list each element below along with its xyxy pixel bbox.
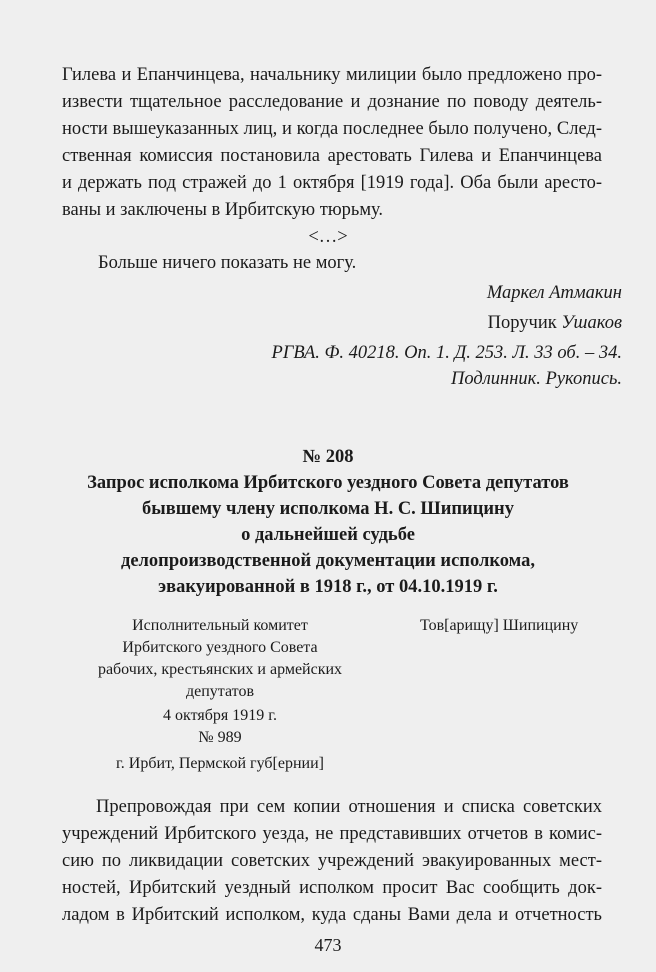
letter-place: г. Ирбит, Пермской губ[ернии] xyxy=(116,755,324,772)
document-title-line-1: Запрос исполкома Ирбитского уездного Совета депутатов xyxy=(87,473,569,493)
document-title-line-2: бывшему члену исполкома Н. С. Шипицину xyxy=(142,499,514,519)
sender-line-4: депутатов xyxy=(185,683,254,700)
signature-atmakin: Маркел Атмакин xyxy=(486,283,622,303)
letter-date: 4 октября 1919 г. xyxy=(163,707,277,724)
paragraph-2-line-2: учреждений Ирбитского уезда, не представивших отчетов в комис- xyxy=(62,824,602,844)
document-title-line-3: о дальнейшей судьбе xyxy=(241,525,415,545)
recipient: Тов[арищу] Шипицину xyxy=(420,617,579,634)
closing-statement: Больше ничего показать не могу. xyxy=(98,253,357,273)
paragraph-1-line-4: ственная комиссия постановила арестовать Гилева и Епанчинцева xyxy=(62,146,602,166)
signer-rank: Поручик xyxy=(487,313,557,333)
document-title-line-4: делопроизводственной документации исполкома, xyxy=(120,551,535,571)
archive-note: Подлинник. Рукопись. xyxy=(450,369,622,389)
omission-marker: <…> xyxy=(308,227,348,247)
sender-line-1: Исполнительный комитет xyxy=(132,617,308,634)
archive-reference: РГВА. Ф. 40218. Оп. 1. Д. 253. Л. 33 об. – 34. xyxy=(271,343,622,363)
paragraph-1-line-5: и держать под стражей до 1 октября [1919 года]. Оба были аресто- xyxy=(62,173,602,193)
paragraph-1-line-2: извести тщательное расследование и дознание по поводу деятель- xyxy=(62,92,602,112)
sender-line-2: Ирбитского уездного Совета xyxy=(122,639,318,656)
paragraph-1-line-1: Гилева и Епанчинцева, начальнику милиции было предложено про- xyxy=(62,65,602,85)
paragraph-2-line-4: ностей, Ирбитский уездный исполком просит Вас сообщить док- xyxy=(62,878,602,898)
signer-name: Ушаков xyxy=(561,313,622,333)
paragraph-1-line-6: ваны и заключены в Ирбитскую тюрьму. xyxy=(62,200,384,220)
page-number: 473 xyxy=(314,935,342,955)
paragraph-2-line-3: сию по ликвидации советских учреждений эвакуированных мест- xyxy=(62,851,602,871)
paragraph-2-line-1: Препровождая при сем копии отношения и списка советских xyxy=(96,797,602,817)
document-title-line-5: эвакуированной в 1918 г., от 04.10.1919 г. xyxy=(158,577,498,597)
document-number: № 208 xyxy=(302,447,354,467)
paragraph-2-line-5: ладом в Ирбитский исполком, куда сданы Вами дела и отчетность xyxy=(62,905,602,925)
signature-ushakov xyxy=(488,314,622,333)
sender-line-3: рабочих, крестьянских и армейских xyxy=(97,661,343,678)
paragraph-1-line-3: ности вышеуказанных лиц, и когда последнее было получено, След- xyxy=(62,119,602,139)
letter-number: № 989 xyxy=(198,729,242,746)
